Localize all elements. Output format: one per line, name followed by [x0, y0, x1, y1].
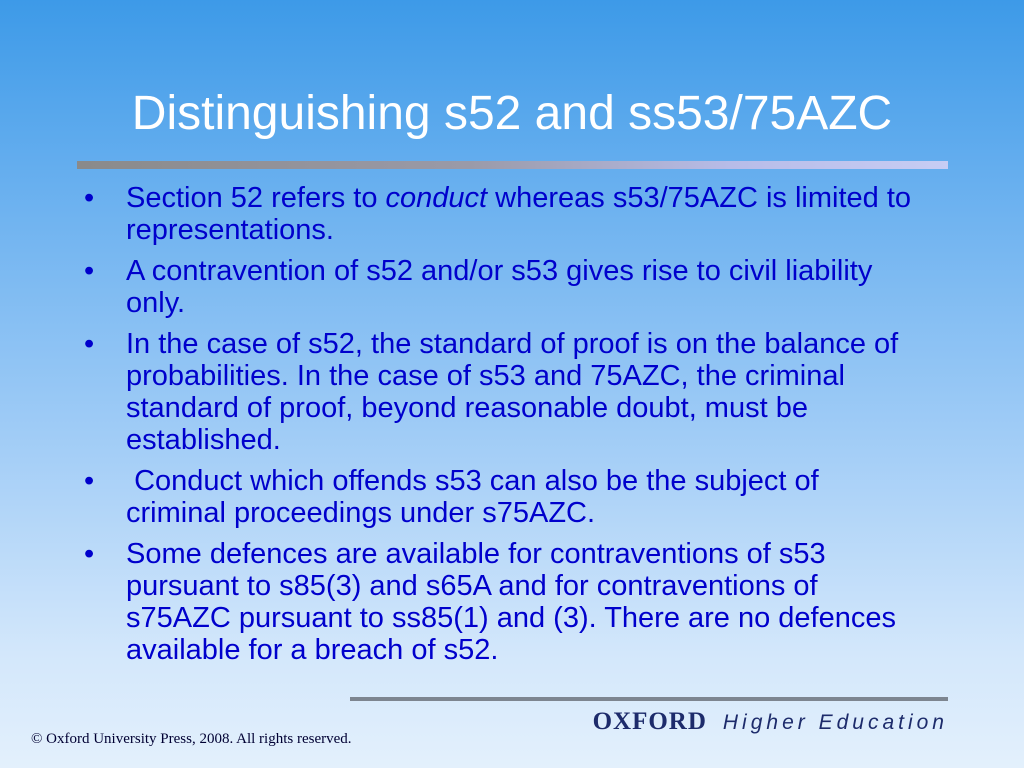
logo-brand: OXFORD	[592, 708, 707, 735]
oxford-higher-education-logo	[593, 708, 948, 738]
copyright-notice: © Oxford University Press, 2008. All rights reserved.	[31, 731, 352, 747]
bullet-marker: •	[84, 182, 95, 214]
bullet-marker: •	[84, 538, 95, 570]
bullet-marker: •	[84, 328, 95, 360]
slide-title: Distinguishing s52 and ss53/75AZC	[131, 87, 893, 140]
bullet-text: whereas s53/75AZC is limited to representations.	[126, 182, 912, 246]
bullet-item	[84, 182, 924, 246]
logo-tagline: Higher Education	[722, 711, 948, 734]
bullet-list	[84, 182, 924, 675]
bullet-text: In the case of s52, the standard of proof is on the balance of probabilities. In the case of s53 and 75AZC, the criminal standard of proof, beyond reasonable doubt, must be established.	[126, 328, 899, 456]
bullet-text: A contravention of s52 and/or s53 gives rise to civil liability only.	[126, 255, 873, 319]
bullet-text: Conduct which offends s53 can also be the subject of criminal proceedings under s75AZC.	[126, 465, 827, 529]
bullet-item	[84, 255, 924, 319]
bullet-text: Section 52 refers to	[126, 182, 386, 214]
bullet-emphasis: conduct	[385, 182, 488, 214]
bullet-item	[84, 538, 924, 666]
title-divider	[77, 161, 948, 169]
bullet-item	[84, 465, 924, 529]
footer-divider	[350, 697, 948, 701]
bullet-text: Some defences are available for contraventions of s53 pursuant to s85(3) and s65A and for contraventions of s75AZC pursuant to ss85(1) and (3). There are no defences available for a breach of s52.	[126, 538, 897, 666]
bullet-marker: •	[84, 255, 95, 287]
bullet-marker: •	[84, 465, 95, 497]
bullet-item	[84, 328, 924, 456]
